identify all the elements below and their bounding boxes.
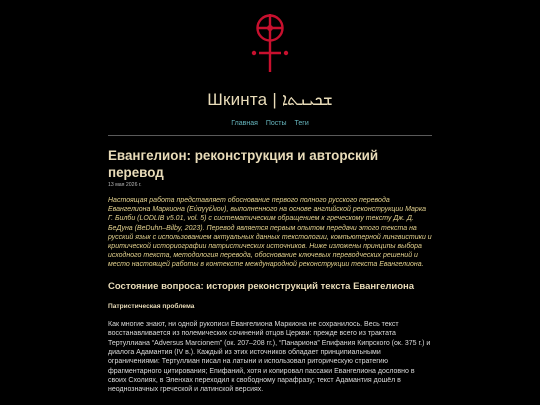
subsection-heading: Патристическая проблема (108, 303, 195, 311)
post-date: 13 мая 2026 г. (108, 182, 142, 188)
site-title[interactable] (108, 90, 432, 110)
nav-posts[interactable]: Посты (265, 120, 287, 127)
body-paragraph: Как многие знают, ни одной рукописи Евангелиона Маркиона не сохранилось. Весь текст восстанавливается из полемических сочинений отцов Церкви: прежде всего из трактата Тертуллиана “Adversus Marcionem” (ок. 207–208 гг.), “Панариона” Епифания Кипрского (ок. 375 г.) и диалога Адамантия (IV в.). Каждый из этих источников обладает принципиальными ограничениями: Тертуллиан писал на латыни и использовал риторическую стратегию фрагментарного цитирования; Епифаний, хотя и копировал пассажи Евангелиона дословно в своих Схолиях, в Эленхах переходил к свободному парафразу; текст Адамантия дошёл в неоднозначных греческой и латинской версиях. (108, 321, 431, 394)
site-logo[interactable] (108, 0, 432, 76)
site-title-separator: | (272, 90, 277, 109)
site-title-ru: Шкинта (207, 90, 268, 109)
header-divider (108, 135, 432, 136)
main-nav (108, 120, 432, 127)
page (108, 0, 432, 395)
site-title-syriac: ܫܟܝܢܬܐ (281, 90, 333, 110)
post-title: Евангелион: реконструкция и авторский перевод (108, 148, 379, 180)
nav-home[interactable]: Главная (231, 120, 258, 127)
section-heading: Состояние вопроса: история реконструкций текста Евангелиона (108, 280, 415, 292)
red-cross-circle-logo-icon (242, 10, 298, 76)
post-abstract: Настоящая работа представляет обоснование первого полного русского перевода Евангелиона Маркиона (Εὐαγγέλιον), выполненного на основе английской реконструкции Марка Г. Билби (LODLIB v5.01, vol. 5) с систематическим обращением к греческому тексту Дж. Д. БеДуна (BeDuhn–Bilby, 2023). Перевод является первым опытом передачи этого текста на русский язык с использованием актуальных данных текстологии, компьютерной лингвистики и критической историографии патристических источников. Ниже изложены принципы выбора исходного текста, методология перевода, обоснование ключевых переводческих решений и место настоящей работы в контексте международной реконструкции текста Евангелиона. (108, 197, 432, 269)
nav-tags[interactable]: Теги (294, 120, 309, 127)
